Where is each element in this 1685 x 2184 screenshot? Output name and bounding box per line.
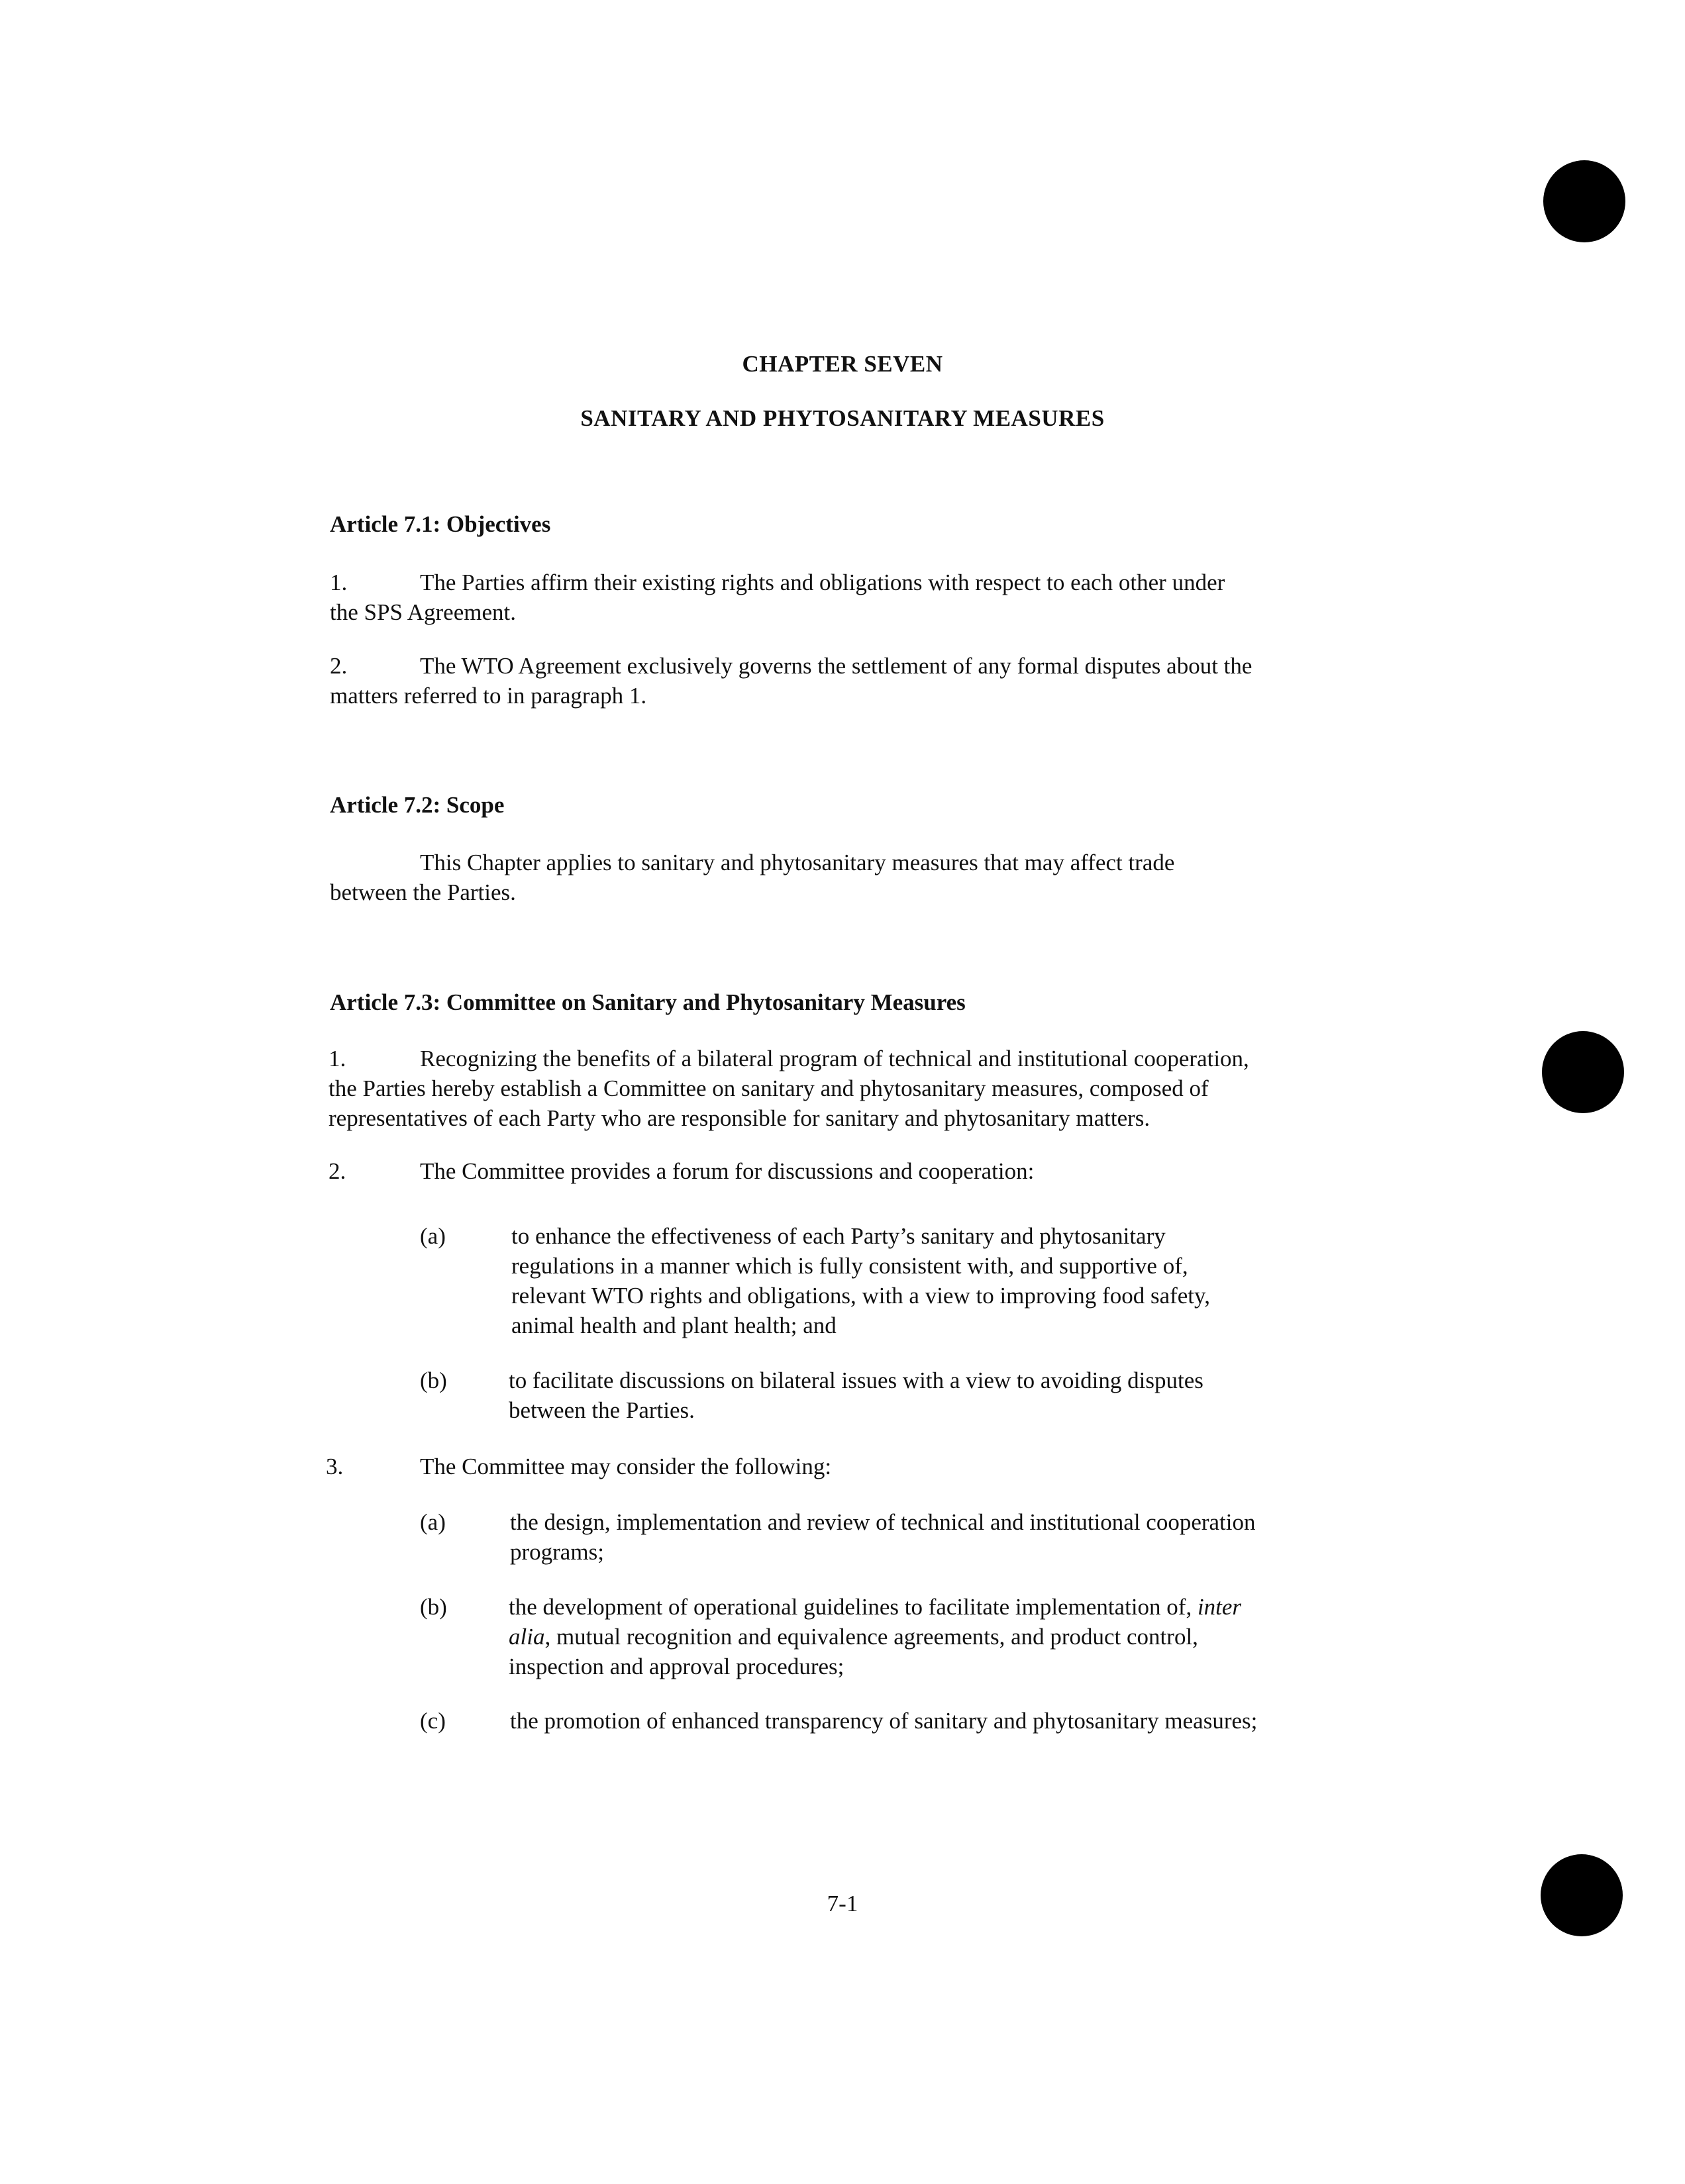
article-7-3-para-2-item-a (511, 1221, 1210, 1340)
para-line: Recognizing the benefits of a bilateral program of technical and institutional cooperation, (420, 1046, 1249, 1071)
article-7-3-para-2-item-b-label: (b) (420, 1367, 447, 1393)
para-line: This Chapter applies to sanitary and phytosanitary measures that may affect trade (420, 850, 1175, 875)
para-line: the design, implementation and review of technical and institutional cooperation (510, 1509, 1256, 1535)
para-line (509, 1622, 1241, 1652)
article-7-3-para-3-number: 3. (326, 1454, 344, 1479)
para-line: to facilitate discussions on bilateral issues with a view to avoiding disputes (509, 1367, 1203, 1393)
article-7-1-para-2-number: 2. (330, 653, 348, 679)
article-7-3-para-1-number: 1. (329, 1046, 346, 1071)
article-7-1-para-2 (330, 651, 1252, 711)
article-7-3-para-3-item-b (509, 1592, 1241, 1681)
text-span: the development of operational guidelines to facilitate implementation of, (509, 1594, 1192, 1620)
chapter-title: CHAPTER SEVEN (742, 351, 943, 377)
text-span: , mutual recognition and equivalence agreements, and product control, (544, 1624, 1198, 1650)
para-line: inspection and approval procedures; (509, 1654, 844, 1679)
para-line: regulations in a manner which is fully consistent with, and supportive of, (511, 1253, 1188, 1279)
article-7-3-para-2-item-a-label: (a) (420, 1223, 446, 1249)
article-7-3-para-3-item-c (510, 1706, 1257, 1736)
italic-text: inter (1197, 1594, 1242, 1620)
article-7-1-para-1-number: 1. (330, 570, 348, 595)
punch-hole-middle (1542, 1031, 1624, 1113)
para-line: the promotion of enhanced transparency of sanitary and phytosanitary measures; (510, 1708, 1258, 1734)
article-7-3-para-3-item-a (510, 1507, 1256, 1567)
article-7-2-heading: Article 7.2: Scope (330, 792, 505, 818)
para-line: The WTO Agreement exclusively governs the settlement of any formal disputes about the (420, 653, 1252, 679)
article-7-3-para-3 (420, 1452, 831, 1481)
article-7-3-para-1 (329, 1044, 1249, 1133)
article-7-3-para-2-number: 2. (329, 1158, 346, 1184)
para-line: The Committee provides a forum for discussions and cooperation: (420, 1158, 1035, 1184)
para-line: to enhance the effectiveness of each Party’s sanitary and phytosanitary (511, 1223, 1166, 1249)
para-line (509, 1592, 1241, 1622)
article-7-2-para-1 (330, 848, 1174, 907)
article-7-1-para-1 (330, 568, 1225, 627)
para-line: the Parties hereby establish a Committee on sanitary and phytosanitary measures, composed of (329, 1075, 1209, 1101)
article-7-3-para-3-item-a-label: (a) (420, 1509, 446, 1535)
para-line: between the Parties. (509, 1397, 695, 1423)
para-line: between the Parties. (330, 879, 516, 905)
para-line: relevant WTO rights and obligations, with a view to improving food safety, (511, 1283, 1210, 1309)
italic-text: alia (509, 1624, 545, 1650)
article-7-3-para-3-item-c-label: (c) (420, 1708, 446, 1734)
para-line: The Parties affirm their existing rights and obligations with respect to each other under (420, 570, 1225, 595)
article-7-3-para-2 (420, 1156, 1034, 1186)
para-line: representatives of each Party who are responsible for sanitary and phytosanitary matters. (329, 1105, 1150, 1131)
para-line: The Committee may consider the following: (420, 1454, 832, 1479)
article-7-3-para-2-item-b (509, 1365, 1203, 1425)
article-7-3-heading: Article 7.3: Committee on Sanitary and Phytosanitary Measures (330, 989, 966, 1015)
para-line: animal health and plant health; and (511, 1313, 837, 1338)
chapter-subtitle: SANITARY AND PHYTOSANITARY MEASURES (580, 405, 1105, 431)
para-line: the SPS Agreement. (330, 599, 516, 625)
article-7-1-heading: Article 7.1: Objectives (330, 511, 551, 537)
punch-hole-top (1543, 160, 1625, 242)
article-7-3-para-3-item-b-label: (b) (420, 1594, 447, 1620)
para-line: matters referred to in paragraph 1. (330, 683, 647, 709)
para-line: programs; (510, 1539, 604, 1565)
page-number: 7-1 (827, 1891, 858, 1916)
